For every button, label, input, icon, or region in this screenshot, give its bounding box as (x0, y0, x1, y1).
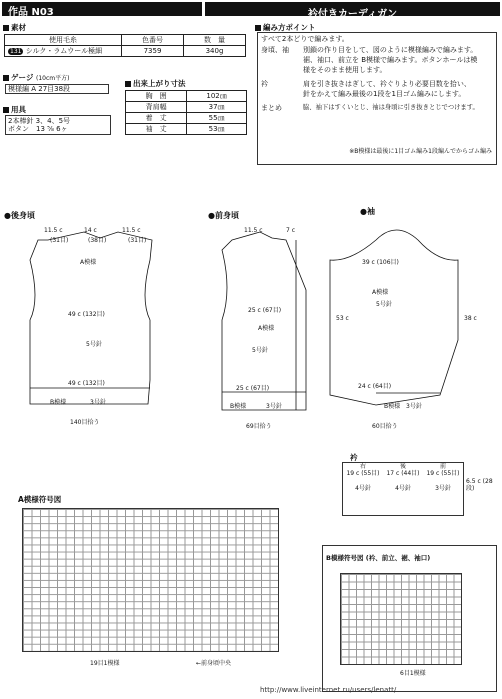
collar-side: 6.5 c (28段) (466, 478, 493, 492)
collar-head: 前 (439, 463, 446, 470)
svg-text:53 c: 53 c (336, 315, 349, 322)
svg-text:49 c (132目): 49 c (132目) (68, 380, 105, 387)
work-number: 作品 N03 (8, 7, 54, 18)
svg-text:5号針: 5号針 (252, 347, 268, 354)
front-outline (222, 232, 306, 410)
yarn-name: 131 シルク・ラムウール極細 (5, 46, 122, 57)
svg-text:25 c (67目): 25 c (67目) (236, 385, 270, 392)
buttons-line: ボタン 13 ⅝ 6ヶ (8, 125, 68, 133)
chart-a-grid (22, 508, 279, 652)
size-label: 背肩幅 (126, 102, 187, 113)
page-title: 衿付きカーディガン (307, 9, 398, 20)
col-qty: 数 量 (184, 35, 246, 46)
svg-text:(31目): (31目) (128, 237, 147, 244)
svg-text:(38目): (38目) (88, 237, 107, 244)
svg-text:A模様: A模様 (258, 325, 275, 332)
collar-head: 後 (399, 463, 406, 470)
title-bar-left (2, 2, 202, 16)
svg-text:(31目): (31目) (50, 237, 69, 244)
svg-text:140目拾う: 140目拾う (70, 419, 100, 426)
size-value: 53㎝ (187, 124, 247, 135)
svg-text:25 c (67目): 25 c (67目) (248, 307, 282, 314)
svg-text:24 c (64目): 24 c (64目) (358, 383, 392, 390)
collar-width: 19 c (55目) (426, 470, 460, 477)
method-footnote: ※B模様は最後に1目ゴム編み1段編んでからゴム編み (349, 148, 492, 155)
watermark: http://www.liveinternet.ru/users/lenatt/ (260, 686, 397, 694)
chart-a-side: ←前身頃中央 (196, 660, 232, 667)
method-box (257, 32, 497, 165)
svg-text:60目拾う: 60目拾う (372, 423, 398, 430)
svg-text:B模様: B模様 (230, 403, 247, 410)
gauge-heading: ゲージ (10cm平方) (3, 72, 69, 83)
svg-text:69目拾う: 69目拾う (246, 423, 272, 430)
sleeve-outline (330, 230, 458, 405)
method-intro: すべて2本どりで編みます。 (261, 35, 349, 43)
front-title: ●前身頃 (208, 211, 239, 220)
svg-text:B模様: B模様 (50, 399, 67, 406)
chart-a-repeat: 19目1模様 (90, 660, 120, 667)
gauge-value: 模様編 A 27目38段 (5, 84, 109, 94)
col-yarn: 使用毛糸 (5, 35, 122, 46)
svg-text:3号針: 3号針 (90, 399, 106, 406)
yarn-badge: 131 (10, 48, 22, 55)
size-label: 袖 丈 (126, 124, 187, 135)
svg-text:11.5 c: 11.5 c (122, 227, 141, 234)
back-outline (30, 232, 152, 404)
materials-heading: 素材 (3, 22, 26, 33)
method-item: まとめ 脇、袖下はすくいとじ、袖は身頃に引き抜きとじでつけます。 (261, 104, 479, 112)
collar-head: 右 (359, 463, 366, 470)
svg-text:5号針: 5号針 (376, 301, 392, 308)
title-bar-right (205, 2, 500, 20)
method-item: 身頃、袖 別鎖の作り目をして、図のように模様編みで編みます。 裾、袖口、前立を B模様で編みます。ボタンホールは模 様をそのまま使用します。 (261, 46, 478, 74)
svg-text:A模様: A模様 (372, 289, 389, 296)
tools-heading: 用具 (3, 104, 26, 115)
sleeve-title: ●袖 (360, 207, 375, 216)
method-item: 衿 肩を引き抜きはぎして、衿ぐりより必要目数を拾い、 針をかえて編み最後の1段を1目ゴム編みにします。 (261, 80, 471, 98)
collar-width: 17 c (44目) (386, 470, 420, 477)
chart-b-grid (340, 573, 462, 665)
tools-box (5, 115, 111, 135)
chart-b-heading: B模様符号図 (衿、前立、裾、袖口) (326, 554, 431, 562)
svg-text:11.5 c: 11.5 c (244, 227, 263, 234)
svg-text:7 c: 7 c (286, 227, 296, 234)
quantity: 340g (184, 46, 246, 57)
svg-text:11.5 c: 11.5 c (44, 227, 63, 234)
sizes-heading: 出来上がり寸法 (125, 78, 186, 89)
size-value: 37㎝ (187, 102, 247, 113)
chart-b-repeat: 6目1模様 (400, 670, 426, 677)
chart-a-heading: A模様符号図 (18, 495, 62, 504)
size-label: 着 丈 (126, 113, 187, 124)
svg-text:39 c (106目): 39 c (106目) (362, 259, 399, 266)
color-number: 7359 (122, 46, 184, 57)
materials-table (4, 34, 246, 57)
svg-text:14 c: 14 c (84, 227, 97, 234)
size-value: 55㎝ (187, 113, 247, 124)
collar-box: 右 後 前 19 c (55目) 17 c (44目) 19 c (55目) 4号針 4号針 3号針 (342, 462, 464, 516)
svg-text:49 c (132目): 49 c (132目) (68, 311, 105, 318)
back-title: ●後身頃 (4, 211, 35, 220)
size-label: 胸 囲 (126, 91, 187, 102)
svg-text:3号針: 3号針 (266, 403, 282, 410)
method-heading: 編み方ポイント (255, 22, 316, 33)
collar-heading: 衿 (350, 453, 358, 462)
svg-text:5号針: 5号針 (86, 341, 102, 348)
schematics (0, 180, 502, 450)
collar-width: 19 c (55目) (346, 470, 380, 477)
svg-text:3号針: 3号針 (406, 403, 422, 410)
svg-text:38 c: 38 c (464, 315, 477, 322)
sizes-table (125, 90, 247, 135)
needles-line: 2本棒針 3、4、5号 (8, 117, 71, 125)
svg-text:B模様: B模様 (384, 403, 401, 410)
col-color: 色番号 (122, 35, 184, 46)
size-value: 102㎝ (187, 91, 247, 102)
svg-text:A模様: A模様 (80, 259, 97, 266)
